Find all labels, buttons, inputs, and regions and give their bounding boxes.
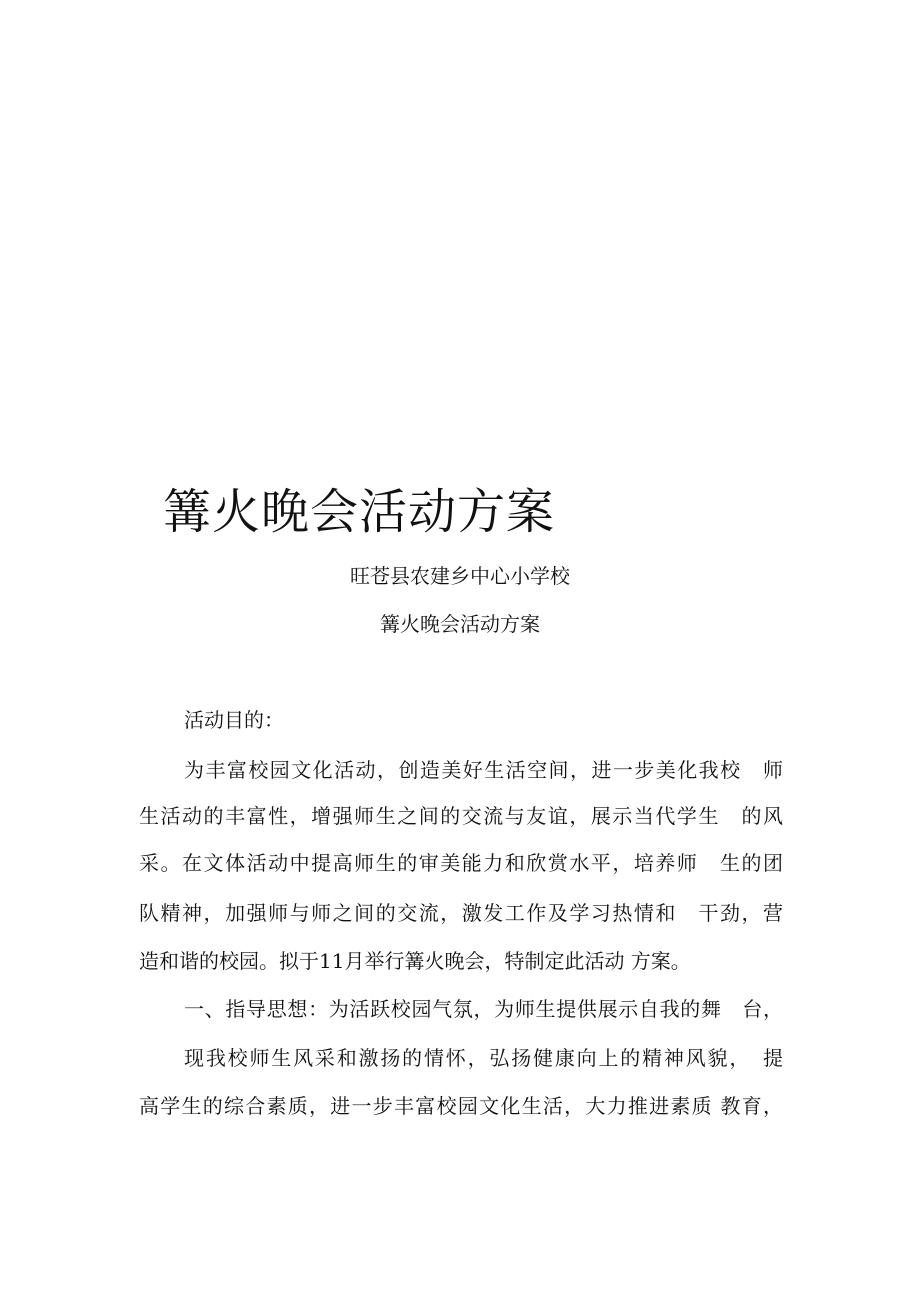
paragraph-line: 生活动的丰富性，增强师生之间的交流与友谊，展示当代学生 的风 — [139, 804, 783, 828]
paragraph-line: 采。在文体活动中提高师生的审美能力和欣赏水平，培养师 生的团 — [139, 851, 783, 875]
paragraph-line: 高学生的综合素质，进一步丰富校园文化生活，大力推进素质 教育， — [139, 1094, 783, 1118]
paragraph-line: 造和谐的校园。拟于11月举行篝火晚会，特制定此活动 方案。 — [139, 949, 691, 973]
school-name: 旺苍县农建乡中心小学校 — [350, 564, 570, 588]
section-heading-purpose: 活动目的： — [184, 708, 284, 732]
document-title: 篝火晚会活动方案 — [380, 612, 540, 636]
main-title: 篝火晚会活动方案 — [163, 484, 556, 540]
paragraph-line: 为丰富校园文化活动，创造美好生活空间，进一步美化我校 师 — [184, 758, 783, 782]
paragraph-line: 一、指导思想：为活跃校园气氛，为师生提供展示自我的舞 台， — [184, 997, 783, 1021]
paragraph-line: 现我校师生风采和激扬的情怀，弘扬健康向上的精神风貌， 提 — [184, 1046, 783, 1070]
paragraph-line: 队精神，加强师与师之间的交流，激发工作及学习热情和 干劲，营 — [139, 901, 783, 925]
